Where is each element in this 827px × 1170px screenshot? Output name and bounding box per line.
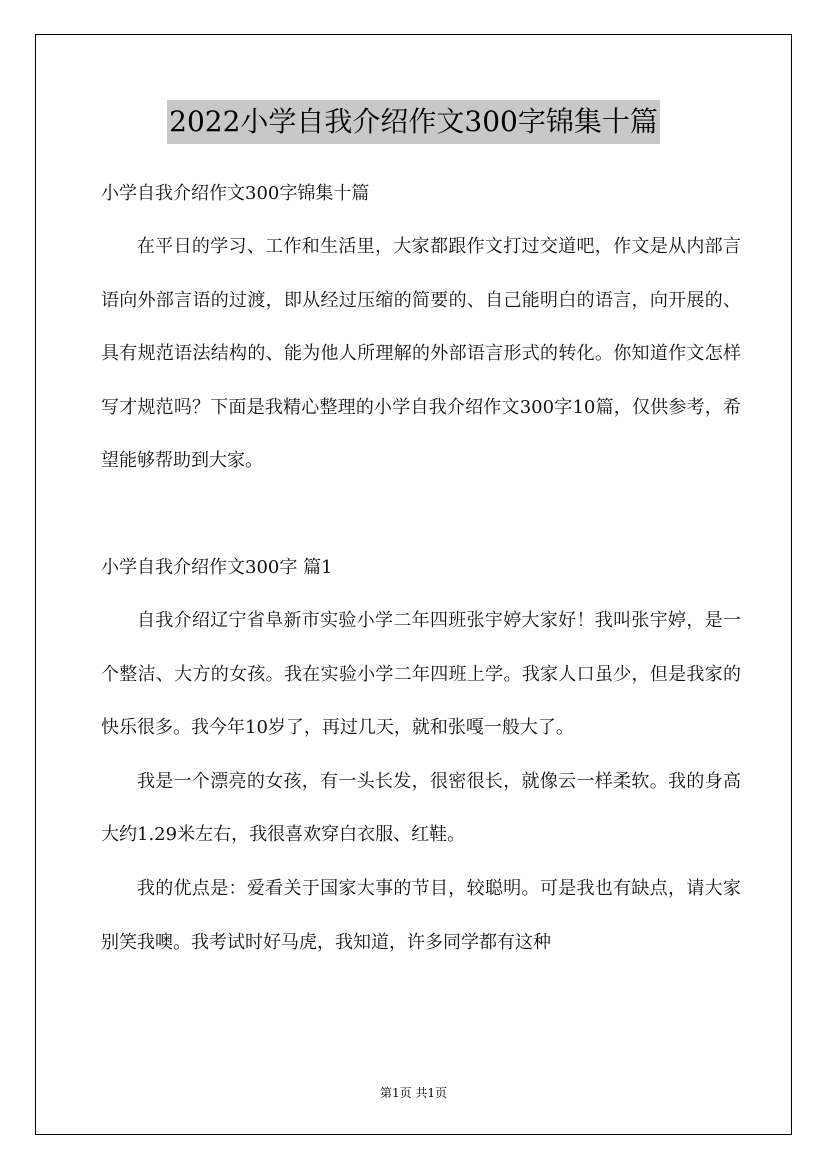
document-subtitle: 小学自我介绍作文300字锦集十篇 (101, 183, 370, 204)
document-body (101, 168, 741, 969)
intro-paragraph: 在平日的学习、工作和生活里，大家都跟作文打过交道吧，作文是从内部言语向外部言语的过渡，即从经过压缩的简要的、自己能明白的语言，向开展的、具有规范语法结构的、能为他人所理解的外部语言形式的转化。你知道作文怎样写才规范吗？下面是我精心整理的小学自我介绍作文300字10篇，仅供参考，希望能够帮助到大家。 (101, 236, 741, 472)
title-container (0, 100, 827, 144)
page-footer: 第1页 共1页 (379, 1086, 448, 1100)
section-gap (101, 488, 741, 542)
body-paragraph: 我的优点是：爱看关于国家大事的节目，较聪明。可是我也有缺点，请大家别笑我噢。我考试时好马虎，我知道，许多同学都有这种 (101, 877, 741, 953)
body-paragraph: 我是一个漂亮的女孩，有一头长发，很密很长，就像云一样柔软。我的身高大约1.29米左右，我很喜欢穿白衣服、红鞋。 (101, 770, 741, 846)
body-paragraph: 自我介绍辽宁省阜新市实验小学二年四班张宇婷大家好！我叫张宇婷，是一个整洁、大方的女孩。我在实验小学二年四班上学。我家人口虽少，但是我家的快乐很多。我今年10岁了，再过几天，就和张嘎一般大了。 (101, 609, 741, 739)
document-title: 2022小学自我介绍作文300字锦集十篇 (167, 100, 660, 144)
section-heading: 小学自我介绍作文300字 篇1 (101, 556, 333, 578)
